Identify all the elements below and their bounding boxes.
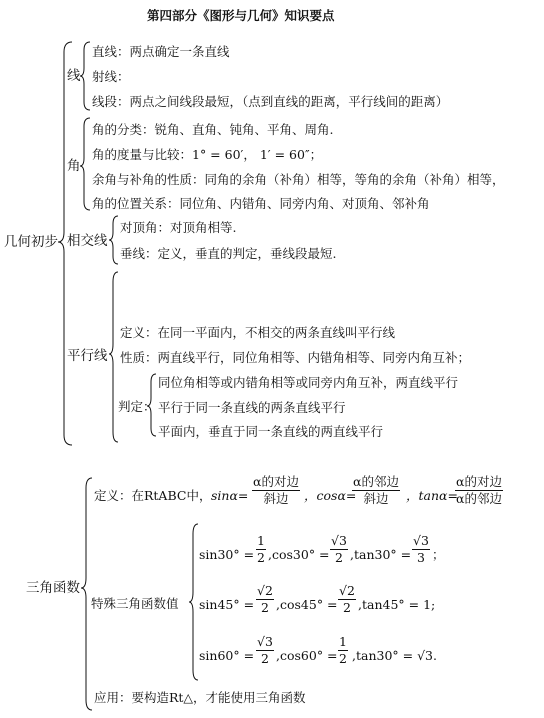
row1-cos-num: √3 [331, 533, 347, 548]
brace-parallel [109, 272, 118, 442]
def-tan-numerator: α的对边 [456, 474, 502, 489]
intersect-label: 相交线 [67, 233, 108, 249]
def-sin-denominator: 斜边 [263, 491, 289, 506]
judge-item-same-line: 平行于同一条直线的两条直线平行 [158, 400, 346, 415]
row3-sin-fraction [256, 634, 274, 667]
row3-sin-den: 2 [260, 651, 269, 666]
judge-item-angles: 同位角相等或内错角相等或同旁内角互补，两直线平行 [158, 375, 459, 390]
row1-tan-den: 3 [416, 550, 425, 565]
row3-sin-num: √3 [257, 634, 273, 649]
row1-sin: sin30° = [199, 547, 255, 562]
application-text: 应用：要构造Rt△，才能使用三角函数 [94, 690, 306, 705]
def-cos-numerator: α的邻边 [353, 474, 399, 489]
angle-label: 角 [67, 158, 81, 174]
def-cos-fraction [352, 474, 400, 507]
row1-cos: ,cos30° = [268, 547, 330, 562]
line-item-straight: 直线：两点确定一条直线 [92, 44, 230, 59]
row1-end: ； [432, 547, 445, 562]
intersect-item-perpendicular: 垂线：定义，垂直的判定，垂线段最短. [120, 246, 337, 261]
row2-cos-fraction [338, 583, 356, 616]
definition-label: 定义：在RtABC中， [94, 488, 212, 503]
row1-sin-num: 1 [257, 533, 265, 548]
brace-angle [80, 118, 90, 210]
row2-cos-num: √2 [339, 583, 355, 598]
root-trig-label: 三角函数 [26, 580, 80, 596]
row2-sin-fraction [256, 583, 274, 616]
row1-cos-den: 2 [334, 550, 343, 565]
brace-special [189, 524, 198, 680]
row1-sin-fraction [256, 533, 266, 566]
intersect-item-vertical: 对顶角：对顶角相等. [120, 220, 237, 235]
row2-cos-den: 2 [342, 600, 351, 615]
row1-sin-den: 2 [257, 550, 265, 565]
def-tan-fraction [455, 474, 503, 507]
row3-tan: ,tan30° = √3. [352, 648, 437, 663]
row1-tan-fraction [412, 533, 430, 566]
row1-tan: ,tan30° = [350, 547, 412, 562]
angle-item-classify: 角的分类：锐角、直角、钝角、平角、周角. [92, 122, 334, 137]
row2-cos: ,cos45° = [276, 597, 338, 612]
row2-tan: ,tan45° = 1; [358, 597, 436, 612]
line-item-ray: 射线： [92, 69, 130, 84]
row2-sin-den: 2 [260, 600, 269, 615]
special-values-label: 特殊三角函数值 [91, 596, 179, 611]
angle-item-complement: 余角与补角的性质：同角的余角（补角）相等，等角的余角（补角）相等， [92, 172, 505, 187]
parallel-label: 平行线 [67, 348, 108, 364]
brace-line [80, 42, 90, 110]
row1-cos-fraction [330, 533, 348, 566]
row3-cos: ,cos60° = [276, 648, 338, 663]
line-item-segment: 线段：两点之间线段最短，（点到直线的距离，平行线间的距离） [92, 94, 449, 109]
row1-tan-num: √3 [413, 533, 429, 548]
row3-cos-num: 1 [339, 634, 347, 649]
def-tan: ，tanα= [406, 488, 458, 503]
angle-item-position: 角的位置关系：同位角、内错角、同旁内角、对顶角、邻补角 [92, 196, 430, 211]
judge-item-perpendicular: 平面内，垂直于同一条直线的两直线平行 [158, 424, 384, 439]
def-sin-fraction [252, 474, 300, 507]
parallel-item-property: 性质：两直线平行，同位角相等、内错角相等、同旁内角互补； [120, 350, 471, 365]
brace-intersect [109, 216, 118, 264]
def-tan-denominator: α的邻边 [456, 491, 502, 506]
row3-cos-den: 2 [339, 651, 347, 666]
def-sin: sinα= [211, 488, 249, 503]
row2-sin-num: √2 [257, 583, 273, 598]
parallel-item-definition: 定义：在同一平面内，不相交的两条直线叫平行线 [120, 325, 396, 340]
page-title: 第四部分《图形与几何》知识要点 [147, 8, 335, 23]
def-cos: ，cosα= [304, 488, 357, 503]
def-sin-numerator: α的对边 [253, 474, 299, 489]
def-cos-denominator: 斜边 [363, 491, 389, 506]
row3-sin: sin60° = [199, 648, 255, 663]
parallel-judge-label: 判定： [118, 399, 156, 414]
line-label: 线 [67, 68, 81, 84]
row2-sin: sin45° = [199, 597, 255, 612]
root-geometry-label: 几何初步 [4, 234, 58, 250]
row3-cos-fraction [338, 634, 348, 667]
angle-item-measure: 角的度量与比较：1° = 60′， 1′ = 60″； [92, 147, 323, 162]
brace-trig [81, 478, 92, 710]
